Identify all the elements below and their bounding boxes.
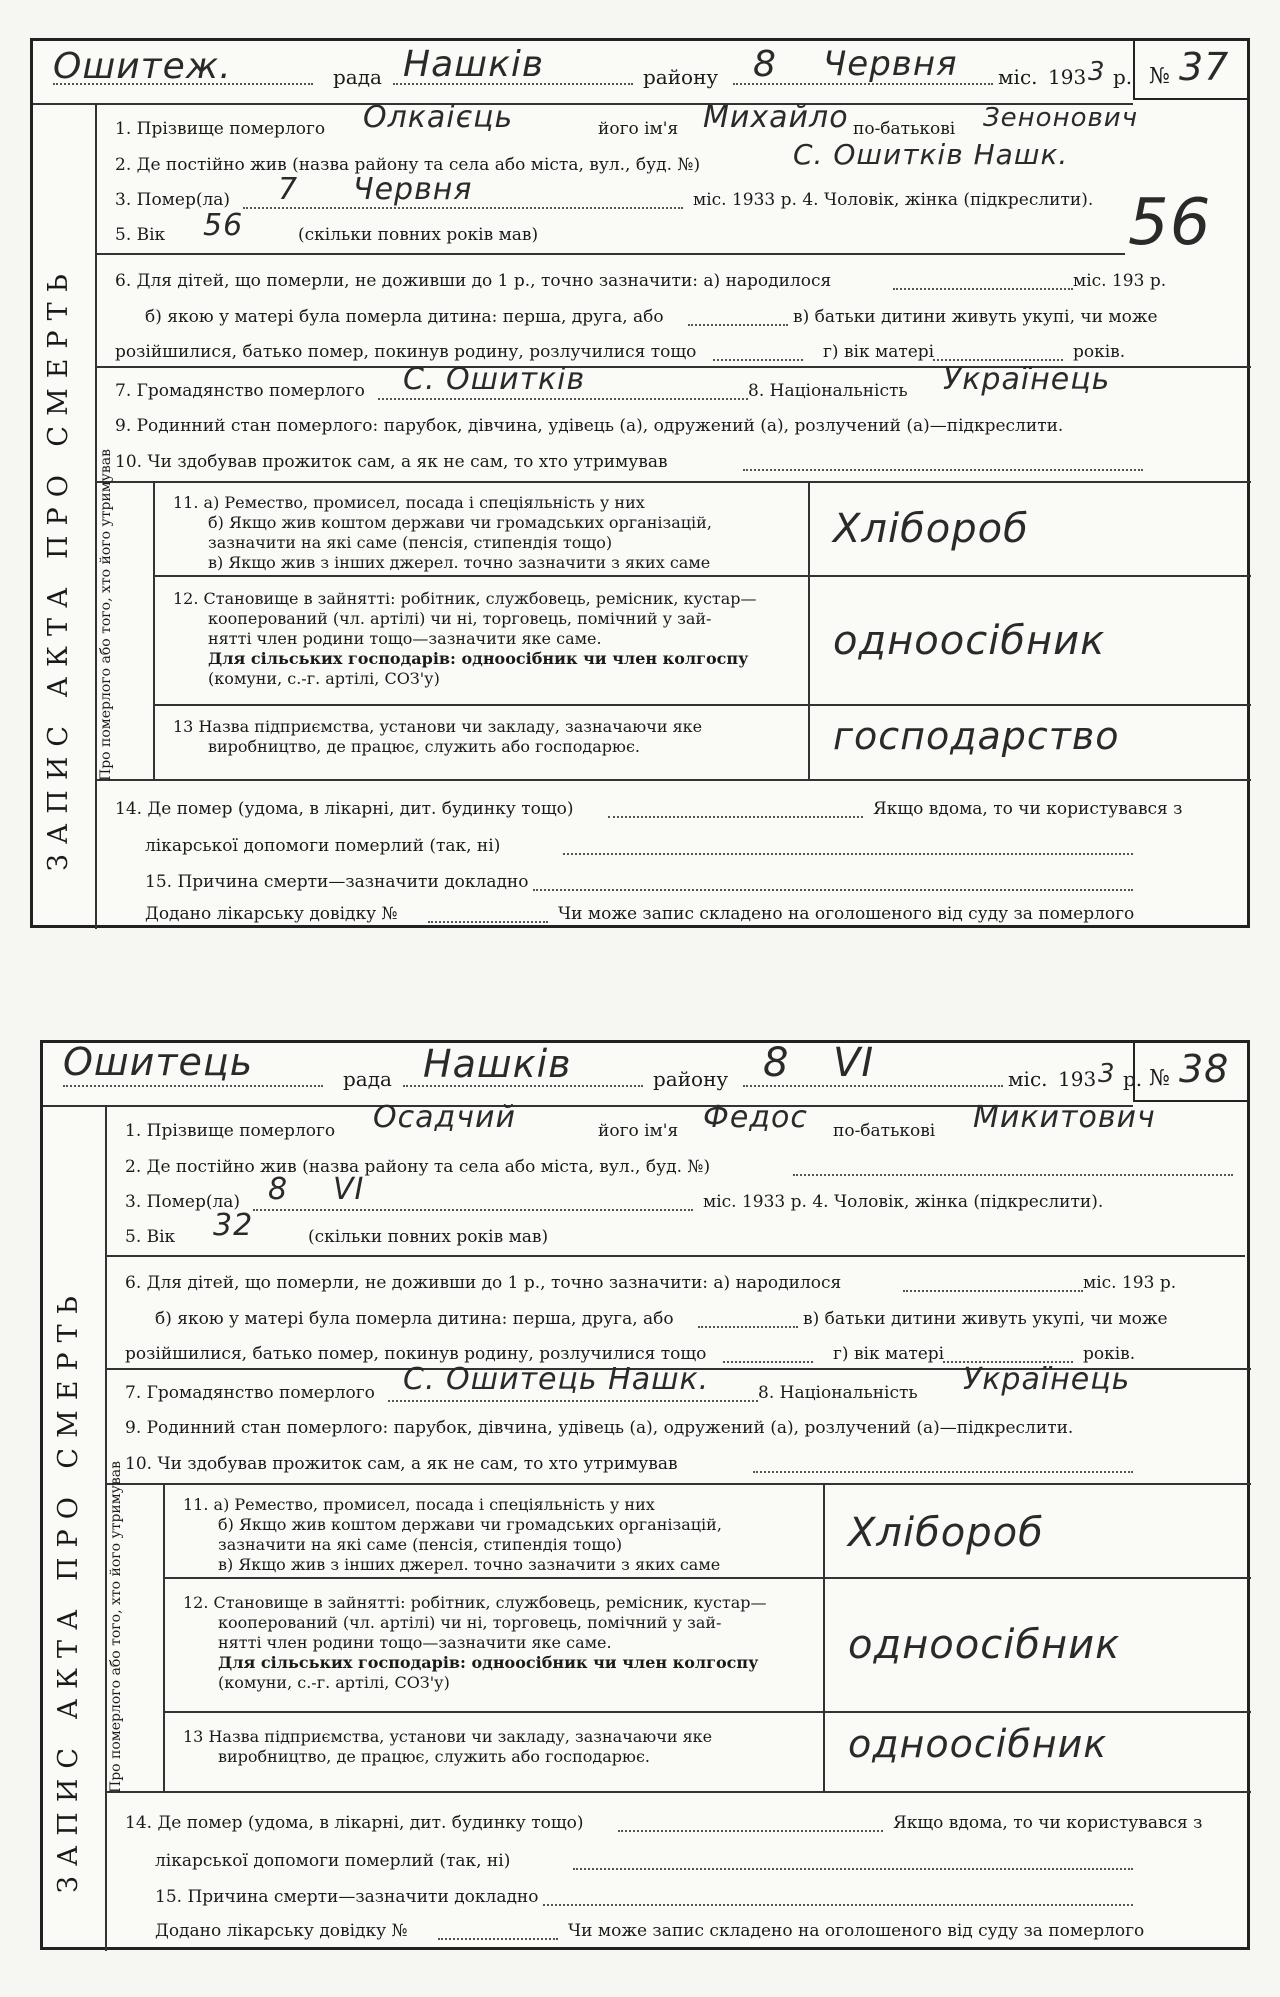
month-handwriting: Червня: [823, 44, 958, 84]
f14-line2: лікарської допомоги померлий (так, ні): [155, 1851, 511, 1871]
f5-tail: (скільки повних років мав): [308, 1227, 549, 1247]
f7-label: 7. Громадянство померлого: [125, 1383, 375, 1403]
year-prefix: 193: [1058, 1067, 1097, 1091]
f9-label: 9. Родинний стан померлого: парубок, дівчина, удівець (а), одружений (а), розлучений (а)—підкреслити.: [115, 416, 1064, 436]
f7-label: 7. Громадянство померлого: [115, 381, 365, 401]
year-suffix: р.: [1113, 65, 1133, 89]
council-label: рада: [343, 1067, 392, 1091]
f6-line1: 6. Для дітей, що померли, не доживши до 1 р., точно зазначити: а) народилося: [125, 1273, 842, 1293]
district-handwriting: Нашків: [403, 44, 545, 85]
council-label: рада: [333, 65, 382, 89]
f8-label: 8. Національність: [758, 1383, 918, 1403]
f5-tail: (скільки повних років мав): [298, 225, 539, 245]
workplace-handwriting: господарство: [833, 714, 1120, 758]
f14-end: Якщо вдома, то чи користувався з: [893, 1813, 1203, 1833]
nationality-handwriting: Українець: [963, 1362, 1131, 1397]
day-handwriting: 8: [753, 44, 777, 85]
side-subtitle: Про померлого або того, хто його утримував: [108, 1461, 124, 1793]
death-day-handwriting: 7: [278, 172, 299, 207]
number-handwriting: 38: [1179, 1047, 1230, 1091]
f6-line2: б) якою у матері була померла дитина: перша, друга, або: [155, 1309, 674, 1329]
record-number-box: [1133, 38, 1250, 100]
f6-line2: б) якою у матері була померла дитина: перша, друга, або: [145, 307, 664, 327]
death-month-handwriting: Червня: [353, 172, 473, 207]
f6-line3: розійшилися, батько помер, покинув родину, розлучилися тощо: [125, 1344, 707, 1364]
year-prefix: 193: [1048, 65, 1087, 89]
month-handwriting: VI: [833, 1040, 875, 1086]
f16-end: Чи може запис складено на оголошеного від суду за померлого: [568, 1921, 1145, 1941]
workplace-handwriting: одноосібник: [848, 1722, 1108, 1766]
citizenship-handwriting: С. Ошитків: [403, 362, 586, 397]
surname-handwriting: Осадчий: [373, 1100, 516, 1135]
f6-line1-end: міс. 193 р.: [1083, 1273, 1177, 1293]
f8-label: 8. Національність: [748, 381, 908, 401]
f9-label: 9. Родинний стан померлого: парубок, дівчина, удівець (а), одружений (а), розлучений (а)—підкреслити.: [125, 1418, 1074, 1438]
council-handwriting: Ошитеж.: [53, 46, 232, 87]
f1-patronymic-label: по-батькові: [833, 1121, 936, 1141]
age-handwriting: 32: [213, 1208, 254, 1243]
f5-label: 5. Вік: [125, 1227, 176, 1247]
year-handwriting: 3: [1098, 1059, 1116, 1089]
f6-line2-end: в) батьки дитини живуть укупі, чи може: [803, 1309, 1168, 1329]
nationality-handwriting: Українець: [943, 362, 1111, 397]
f6-line1-end: міс. 193 р.: [1073, 271, 1167, 291]
death-day-handwriting: 8: [268, 1172, 289, 1207]
f12-text: 12. Становище в зайнятті: робітник, службовець, ремісник, кустар— кооперований (чл. артілі) чи ні, торговець, помічний у зай- нятті член родини тощо—зазначити яке саме. Для сільських господарів: одноосібник чи член колгоспу (комуни, с.-г. артілі, СОЗ'у): [183, 1593, 767, 1692]
f6-line3-mid: г) вік матері: [823, 342, 935, 362]
f15-label: 15. Причина смерти—зазначити докладно: [155, 1887, 539, 1907]
occupation-handwriting: Хлібороб: [848, 1510, 1044, 1556]
f14-label: 14. Де помер (удома, в лікарні, дит. будинку тощо): [125, 1813, 584, 1833]
f1-name-label: його ім'я: [598, 119, 679, 139]
patronymic-handwriting: Зенонович: [983, 103, 1139, 133]
f3-label: 3. Помер(ла): [125, 1192, 241, 1212]
year-suffix: р.: [1123, 1067, 1143, 1091]
name-handwriting: Михайло: [703, 100, 849, 135]
name-handwriting: Федос: [703, 1100, 808, 1135]
f10-label: 10. Чи здобував прожиток сам, а як не сам, то хто утримував: [125, 1454, 678, 1474]
f1-patronymic-label: по-батькові: [853, 119, 956, 139]
f14-end: Якщо вдома, то чи користувався з: [873, 799, 1183, 819]
f13-text: 13 Назва підприємства, установи чи закладу, зазначаючи яке виробництво, де працює, служить або господарює.: [183, 1727, 713, 1766]
citizenship-handwriting: С. Ошитець Нашк.: [403, 1362, 710, 1397]
f14-line2: лікарської допомоги померлий (так, ні): [145, 836, 501, 856]
f2-label: 2. Де постійно жив (назва району та села або міста, вул., буд. №): [115, 155, 701, 175]
f3-label: 3. Помер(ла): [115, 190, 231, 210]
death-month-handwriting: VI: [333, 1172, 365, 1207]
margin-handwriting: 56: [1128, 186, 1212, 260]
number-handwriting: 37: [1179, 45, 1230, 89]
f1-name-label: його ім'я: [598, 1121, 679, 1141]
f16-label: Додано лікарську довідку №: [145, 904, 398, 924]
f16-label: Додано лікарську довідку №: [155, 1921, 408, 1941]
district-label: району: [653, 1067, 729, 1091]
f6-line2-end: в) батьки дитини живуть укупі, чи може: [793, 307, 1158, 327]
year-handwriting: 3: [1088, 57, 1106, 87]
side-subtitle: Про померлого або того, хто його утримував: [98, 449, 114, 781]
f1-label: 1. Прізвище померлого: [115, 119, 326, 139]
f1-label: 1. Прізвище померлого: [125, 1121, 336, 1141]
district-handwriting: Нашків: [423, 1042, 572, 1086]
f10-label: 10. Чи здобував прожиток сам, а як не сам, то хто утримував: [115, 452, 668, 472]
employment-status-handwriting: одноосібник: [848, 1622, 1121, 1668]
f2-label: 2. Де постійно жив (назва району та села або міста, вул., буд. №): [125, 1157, 711, 1177]
f12-text: 12. Становище в зайнятті: робітник, службовець, ремісник, кустар— кооперований (чл. артілі) чи ні, торговець, помічний у зай- нятті член родини тощо—зазначити яке саме. Для сільських господарів: одноосібник чи член колгоспу (комуни, с.-г. артілі, СОЗ'у): [173, 589, 757, 688]
f5-label: 5. Вік: [115, 225, 166, 245]
f6-line3-mid: г) вік матері: [833, 1344, 945, 1364]
age-handwriting: 56: [203, 208, 244, 243]
f11-text: 11. а) Ремество, промисел, посада і спеціяльність у них б) Якщо жив коштом держави чи громадських організацій, зазначити на які саме (пенсія, стипендія тощо) в) Якщо жив з інших джерел. точно зазначити з яких саме: [173, 493, 712, 572]
month-label: міс.: [1008, 1067, 1048, 1091]
f11-text: 11. а) Ремество, промисел, посада і спеціяльність у них б) Якщо жив коштом держави чи громадських організацій, зазначити на які саме (пенсія, стипендія тощо) в) Якщо жив з інших джерел. точно зазначити з яких саме: [183, 1495, 722, 1574]
occupation-handwriting: Хлібороб: [833, 506, 1029, 552]
f6-line3-end: років.: [1083, 1344, 1136, 1364]
council-handwriting: Ошитець: [63, 1040, 254, 1084]
employment-status-handwriting: одноосібник: [833, 618, 1106, 664]
f15-label: 15. Причина смерти—зазначити докладно: [145, 872, 529, 892]
number-label: №: [1149, 64, 1170, 89]
f14-label: 14. Де помер (удома, в лікарні, дит. будинку тощо): [115, 799, 574, 819]
side-title: ЗАПИС АКТА ПРО СМЕРТЬ: [43, 264, 74, 871]
f3-tail: міс. 1933 р. 4. Чоловік, жінка (підкреслити).: [703, 1192, 1104, 1212]
death-record-1: [30, 38, 1250, 928]
f6-line3-end: років.: [1073, 342, 1126, 362]
f13-text: 13 Назва підприємства, установи чи закладу, зазначаючи яке виробництво, де працює, служить або господарює.: [173, 717, 703, 756]
day-handwriting: 8: [763, 1040, 790, 1086]
month-label: міс.: [998, 65, 1038, 89]
side-title: ЗАПИС АКТА ПРО СМЕРТЬ: [53, 1286, 84, 1893]
district-label: району: [643, 65, 719, 89]
surname-handwriting: Олкаієць: [363, 100, 514, 135]
f3-tail: міс. 1933 р. 4. Чоловік, жінка (підкреслити).: [693, 190, 1094, 210]
death-record-2: [40, 1040, 1250, 1950]
record-number-box: [1133, 1040, 1250, 1102]
f16-end: Чи може запис складено на оголошеного від суду за померлого: [558, 904, 1135, 924]
patronymic-handwriting: Микитович: [973, 1100, 1156, 1135]
f6-line3: розійшилися, батько помер, покинув родину, розлучилися тощо: [115, 342, 697, 362]
number-label: №: [1149, 1066, 1170, 1091]
f6-line1: 6. Для дітей, що померли, не доживши до 1 р., точно зазначити: а) народилося: [115, 271, 832, 291]
residence-handwriting: С. Ошитків Нашк.: [793, 138, 1069, 171]
